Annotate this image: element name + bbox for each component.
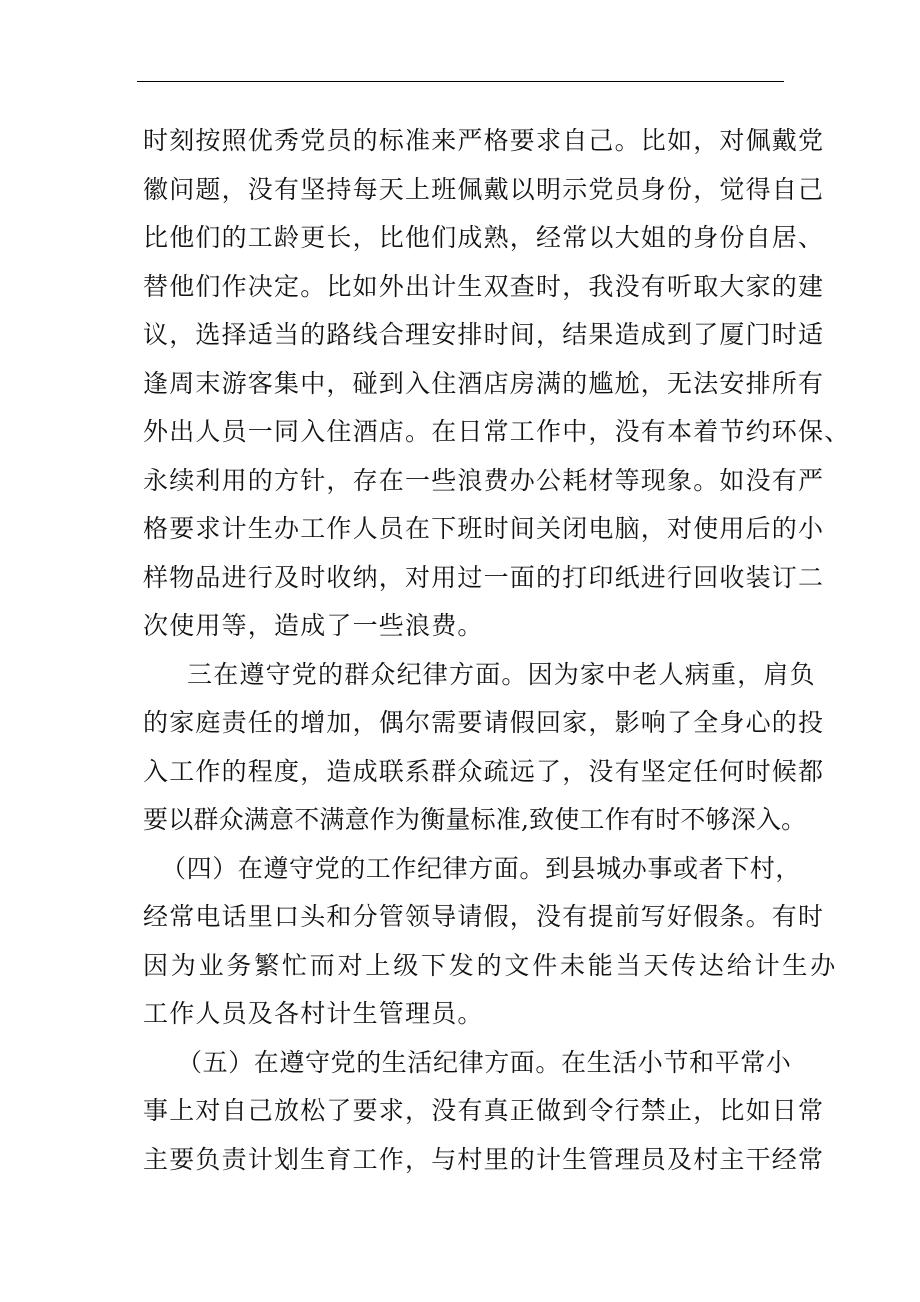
text-line: 工作人员及各村计生管理员。 [143, 999, 484, 1028]
paragraph-4 [143, 1039, 825, 1185]
paragraph-2 [143, 651, 825, 845]
text-line: 要以群众满意不满意作为衡量标准,致使工作有时不够深入。 [143, 805, 807, 834]
text-line: 主要负责计划生育工作，与村里的计生管理员及村主干经常 [143, 1144, 825, 1174]
text-line: 事上对自己放松了要求，没有真正做到令行禁止，比如日常 [143, 1096, 825, 1125]
text-line: 经常电话里口头和分管领导请假，没有提前写好假条。有时 [143, 902, 825, 931]
text-line: 比他们的工龄更长，比他们成熟，经常以大姐的身份自居、 [143, 223, 825, 252]
text-line: 永续利用的方针，存在一些浪费办公耗材等现象。如没有严 [143, 465, 825, 495]
text-line: 时刻按照优秀党员的标准来严格要求自己。比如，对佩戴党 [143, 126, 825, 155]
text-line: 替他们作决定。比如外出计生双查时，我没有听取大家的建 [143, 271, 825, 301]
text-line: 三在遵守党的群众纪律方面。因为家中老人病重，肩负 [187, 659, 816, 689]
text-line: （五）在遵守党的生活纪律方面。在生活小节和平常小 [177, 1047, 792, 1077]
paragraph-1 [143, 117, 851, 651]
text-line: 逢周末游客集中，碰到入住酒店房满的尴尬，无法安排所有 [143, 368, 825, 398]
text-line: 的家庭责任的增加，偶尔需要请假回家，影响了全身心的投 [143, 708, 825, 737]
paragraph-3 [143, 845, 839, 1039]
text-line: 议，选择适当的路线合理安排时间，结果造成到了厦门时适 [143, 320, 825, 349]
text-line: 次使用等，造成了一些浪费。 [143, 611, 484, 640]
text-line: 徽问题，没有坚持每天上班佩戴以明示党员身份，觉得自己 [143, 174, 825, 204]
text-line: 样物品进行及时收纳，对用过一面的打印纸进行回收装订二 [143, 562, 825, 592]
text-line: （四）在遵守党的工作纪律方面。到县城办事或者下村， [161, 853, 802, 883]
text-line: 外出人员一同入住酒店。在日常工作中，没有本着节约环保、 [143, 417, 851, 446]
document-body [143, 117, 851, 1184]
text-line: 入工作的程度，造成联系群众疏远了，没有坚定任何时候都 [143, 756, 825, 786]
header-rule [137, 81, 784, 82]
text-line: 格要求计生办工作人员在下班时间关闭电脑，对使用后的小 [143, 514, 825, 543]
text-line: 因为业务繁忙而对上级下发的文件未能当天传达给计生办 [143, 950, 839, 980]
